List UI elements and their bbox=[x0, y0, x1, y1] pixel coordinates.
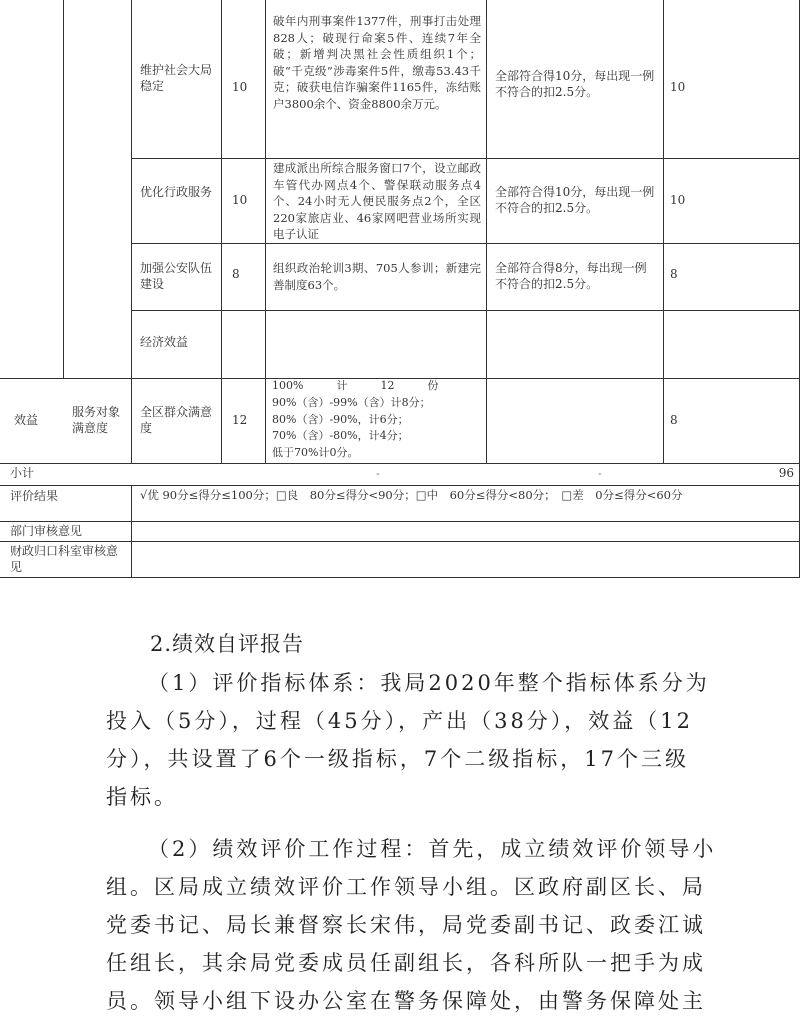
criteria-line: 70%（含）-80%，计4分； bbox=[272, 429, 409, 443]
table-line bbox=[0, 577, 800, 578]
table-line bbox=[265, 0, 266, 463]
indicator-cell: 加强公安队伍建设 bbox=[140, 261, 213, 291]
paragraph-line: 投入（5分），过程（45分），产出（38分），效益（12 bbox=[106, 709, 694, 733]
finance-review-label: 财政归口科室审核意见 bbox=[10, 544, 119, 574]
table-line bbox=[663, 0, 664, 463]
paragraph-line: 任组长，其余局党委成员任副组长，各科所队一把手为成 bbox=[106, 951, 706, 975]
table-line bbox=[63, 0, 64, 378]
standard-cell: 全部符合得10分，每出现一例不符合的扣2.5分。 bbox=[495, 69, 655, 99]
score-cell: 10 bbox=[670, 80, 686, 94]
table-line bbox=[131, 310, 800, 311]
report-heading: 2.绩效自评报告 bbox=[150, 632, 305, 656]
evaluation-label: 评价结果 bbox=[10, 489, 59, 503]
paragraph-line: 党委书记、局长兼督察长宋伟，局党委副书记、政委江诚 bbox=[106, 913, 706, 937]
level2-cell: 服务对象满意度 bbox=[72, 405, 121, 435]
paragraph-line: （2）绩效评价工作过程：首先，成立绩效评价领导小 bbox=[148, 837, 717, 861]
subtotal-dash: - bbox=[598, 467, 602, 480]
table-line bbox=[131, 243, 800, 244]
paragraph-line: 员。领导小组下设办公室在警务保障处，由警务保障处主 bbox=[106, 989, 706, 1013]
subtotal-total: 96 bbox=[778, 466, 794, 480]
criteria-line: 100% 计 12 份 bbox=[272, 379, 439, 392]
table-line bbox=[0, 463, 800, 464]
score-cell: 8 bbox=[670, 413, 678, 427]
table-line bbox=[486, 0, 487, 463]
table-line bbox=[0, 541, 800, 542]
content-cell: 组织政治轮训3期、705人参训；新建完善制度63个。 bbox=[273, 261, 481, 292]
criteria-line: 80%（含）-90%，计6分； bbox=[272, 412, 409, 426]
table-line bbox=[131, 485, 132, 578]
subtotal-dash: - bbox=[376, 467, 380, 480]
table-line bbox=[221, 0, 222, 463]
table-line bbox=[0, 485, 800, 486]
criteria-line: 低于70%计0分。 bbox=[272, 446, 359, 460]
subtotal-label: 小计 bbox=[10, 466, 35, 480]
report-paragraph-1 bbox=[106, 664, 726, 816]
weight-cell: 12 bbox=[232, 413, 248, 427]
evaluation-options: √优 90分≤得分≤100分；□良 80分≤得分<90分；□中 60分≤得分<80分； □差 0分≤得分<60分 bbox=[140, 488, 683, 502]
indicator-cell: 优化行政服务 bbox=[140, 185, 213, 199]
self-evaluation-report bbox=[0, 600, 800, 1034]
indicator-cell: 全区群众满意度 bbox=[140, 405, 213, 435]
standard-cell: 全部符合得8分，每出现一例不符合的扣2.5分。 bbox=[495, 261, 647, 291]
content-cell: 破年内刑事案件1377件，刑事打击处理828人；破现行命案5件、连续7年全破；新增判决黑社会性质组织1个；破“千克级”涉毒案件5件，缴毒53.43千克；破获电信诈骗案件1165件，冻结账户3800余个、资金8800余万元。 bbox=[273, 14, 481, 111]
criteria-line: 90%（含）-99%（含）计8分； bbox=[272, 395, 431, 409]
weight-cell: 10 bbox=[232, 80, 248, 94]
weight-cell: 10 bbox=[232, 193, 248, 207]
paragraph-line: 分），共设置了6个一级指标，7个二级指标，17个三级 bbox=[106, 747, 689, 771]
weight-cell: 8 bbox=[232, 267, 240, 281]
paragraph-line: 组。区局成立绩效评价工作领导小组。区政府副区长、局 bbox=[106, 875, 706, 899]
table-line bbox=[0, 521, 800, 522]
paragraph-line: 指标。 bbox=[106, 785, 178, 809]
standard-cell: 全部符合得10分，每出现一例不符合的扣2.5分。 bbox=[495, 185, 655, 215]
indicator-cell: 维护社会大局稳定 bbox=[140, 63, 213, 93]
paragraph-line: （1）评价指标体系：我局2020年整个指标体系分为 bbox=[148, 671, 710, 695]
dept-review-label: 部门审核意见 bbox=[10, 524, 83, 538]
table-line bbox=[131, 0, 132, 463]
content-cell: 建成派出所综合服务窗口7个，设立邮政车管代办网点4个、警保联动服务点4个、24小时无人便民服务点2个，全区220家旅店业、46家网吧营业场所实现电子认证 bbox=[273, 161, 481, 242]
level1-cell: 效益 bbox=[14, 413, 39, 427]
score-cell: 10 bbox=[670, 193, 686, 207]
criteria-list bbox=[272, 378, 482, 462]
table-line bbox=[131, 158, 800, 159]
score-cell: 8 bbox=[670, 267, 678, 281]
report-paragraph-2 bbox=[106, 830, 726, 1020]
indicator-cell: 经济效益 bbox=[140, 335, 189, 349]
